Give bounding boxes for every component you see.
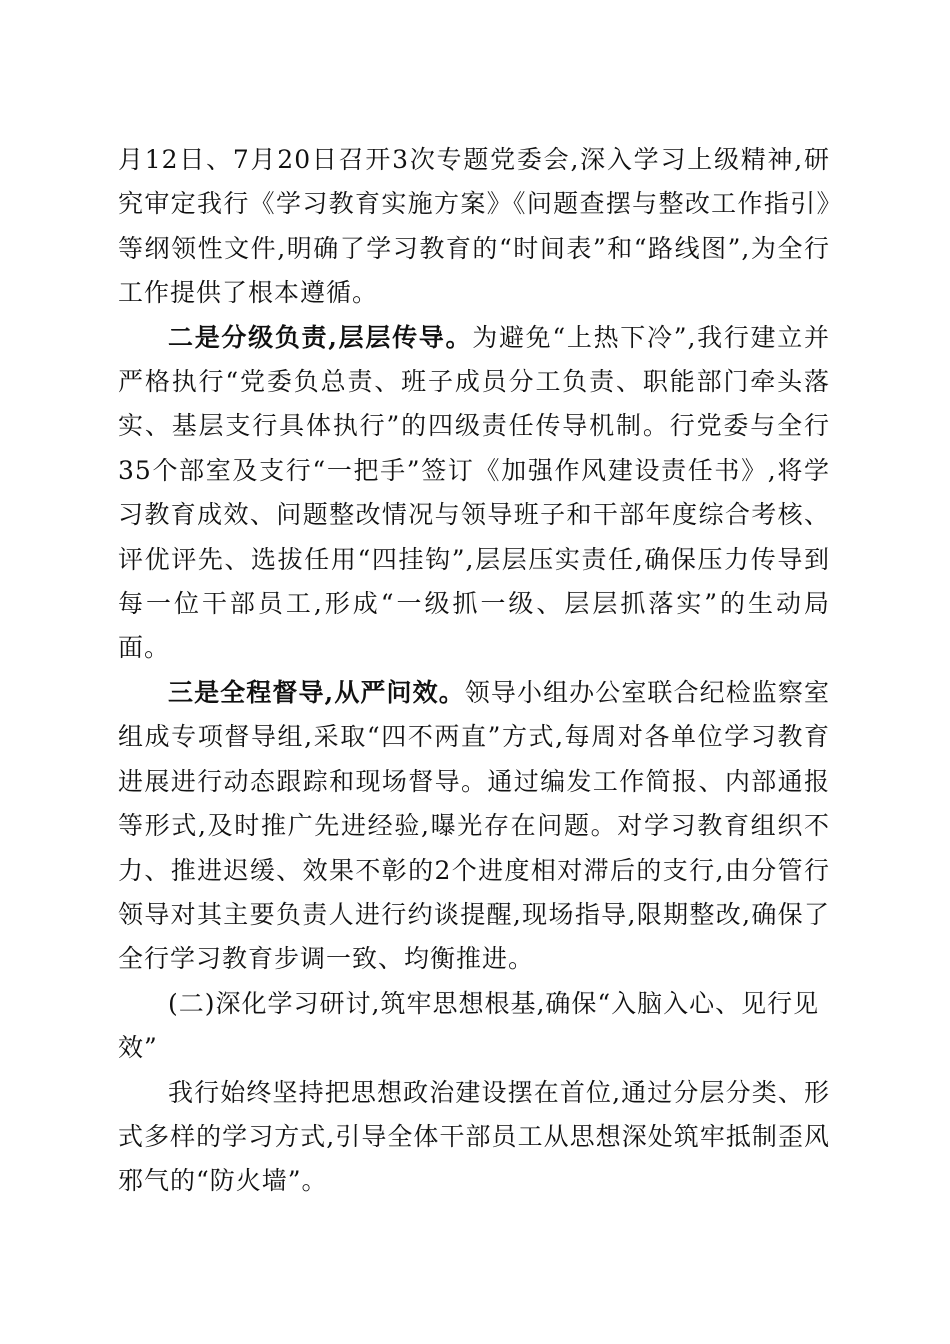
paragraph-4: 我行始终坚持把思想政治建设摆在首位,通过分层分类、形式多样的学习方式,引导全体干部员工从思想深处筑牢抵制歪风邪气的“防火墙”。 [118,1077,830,1196]
paragraph-3-body: 领导小组办公室联合纪检监察室组成专项督导组,采取“四不两直”方式,每周对各单位学习教育进展进行动态跟踪和现场督导。通过编发工作简报、内部通报等形式,及时推广先进经验,曝光存在问题。对学习教育组织不力、推进迟缓、效果不彰的2个进度相对滞后的支行,由分管行领导对其主要负责人进行约谈提醒,现场指导,限期整改,确保了全行学习教育步调一致、均衡推进。 [118,677,830,974]
paragraph-2-lead: 二是分级负责,层层传导。 [168,322,473,352]
paragraph-3-lead: 三是全程督导,从严问效。 [168,677,465,707]
section-heading-2: (二)深化学习研讨,筑牢思想根基,确保“入脑入心、见行见效” [118,988,820,1063]
paragraph-3 [118,671,830,982]
paragraph-2-body: 为避免“上热下冷”,我行建立并严格执行“党委负总责、班子成员分工负责、职能部门牵头落实、基层支行具体执行”的四级责任传导机制。行党委与全行35个部室及支行“一把手”签订《加强作风建设责任书》,将学习教育成效、问题整改情况与领导班子和干部年度综合考核、评优评先、选拔任用“四挂钩”,层层压实责任,确保压力传导到每一位干部员工,形成“一级抓一级、层层抓落实”的生动局面。 [118,322,830,663]
document-body [118,138,830,1204]
paragraph-2 [118,316,830,671]
paragraph-1: 月12日、7月20日召开3次专题党委会,深入学习上级精神,研究审定我行《学习教育实施方案》《问题查摆与整改工作指引》等纲领性文件,明确了学习教育的“时间表”和“路线图”,为全行工作提供了根本遵循。 [118,145,830,308]
